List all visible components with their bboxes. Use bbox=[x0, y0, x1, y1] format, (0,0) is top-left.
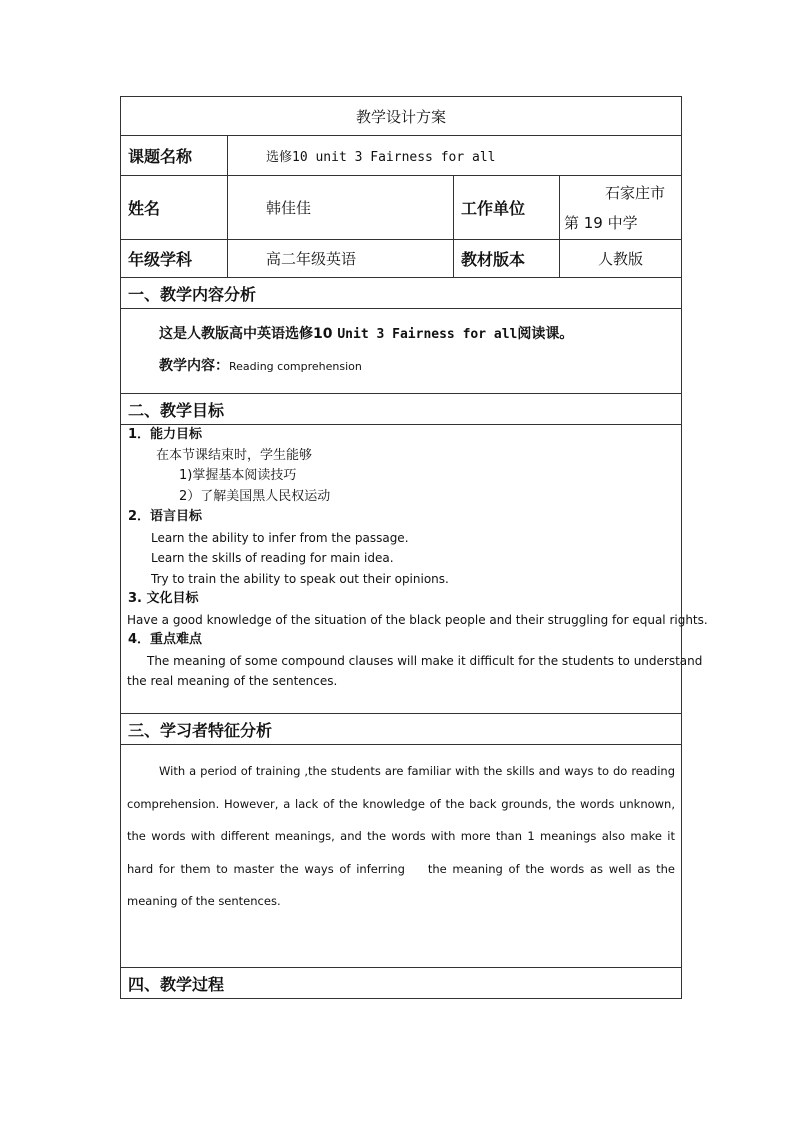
goal-1-intro: 在本节课结束时，学生能够 bbox=[156, 447, 313, 463]
work-unit-value bbox=[560, 176, 682, 240]
name-label: 姓名 bbox=[121, 176, 228, 240]
work-unit-line-1: 石家庄市 bbox=[605, 183, 666, 202]
goal-2-item-1: Learn the ability to infer from the passage. bbox=[151, 530, 409, 545]
work-unit-line-2: 第 19 中学 bbox=[564, 213, 638, 232]
goal-3-heading: 3. 文化目标 bbox=[128, 591, 199, 606]
document-title: 教学设计方案 bbox=[121, 97, 682, 136]
goal-2-item-2: Learn the skills of reading for main idea. bbox=[151, 551, 394, 565]
content-line bbox=[159, 355, 681, 375]
grade-subject-label: 年级学科 bbox=[121, 240, 228, 278]
section-1-heading: 一、教学内容分析 bbox=[121, 278, 682, 309]
summary-en: Unit 3 Fairness for all bbox=[337, 327, 518, 342]
content-label: 教学内容： bbox=[159, 358, 229, 374]
section-2-heading: 二、教学目标 bbox=[121, 394, 682, 425]
summary-cn: 这是人教版高中英语选修10 bbox=[159, 326, 333, 342]
textbook-edition-value: 人教版 bbox=[560, 240, 682, 278]
section-3-heading: 三、学习者特征分析 bbox=[121, 714, 682, 745]
section-2-body bbox=[121, 425, 708, 714]
course-name-label: 课题名称 bbox=[121, 136, 228, 176]
section-1-body bbox=[121, 309, 682, 394]
goal-1-item-1: 1)掌握基本阅读技巧 bbox=[179, 468, 297, 483]
goal-4-heading: 4．重点难点 bbox=[128, 632, 203, 647]
learner-analysis-text: With a period of training ,the students are familiar with the skills and ways to do reading comprehension. However, a lack of the knowledge of the back grounds, the words unknown, the words with different meanings, and the words with more than 1 meanings also make it hard for them to master the ways of inferring the meaning of the words as well as the meaning of the sentences. bbox=[127, 764, 679, 908]
content-value: Reading comprehension bbox=[229, 360, 362, 373]
content-summary-line bbox=[159, 323, 681, 343]
grade-subject-value: 高二年级英语 bbox=[228, 240, 454, 278]
goal-4-line-2: the real meaning of the sentences. bbox=[127, 674, 338, 688]
section-3-body bbox=[121, 745, 682, 968]
name-value: 韩佳佳 bbox=[228, 176, 454, 240]
work-unit-label: 工作单位 bbox=[454, 176, 560, 240]
goal-4-line-1: The meaning of some compound clauses will make it difficult for the students to understand bbox=[147, 653, 703, 668]
textbook-edition-label: 教材版本 bbox=[454, 240, 560, 278]
goal-1-heading: 1．能力目标 bbox=[128, 427, 203, 442]
goal-1-item-2: 2）了解美国黑人民权运动 bbox=[179, 488, 331, 504]
goal-3-text: Have a good knowledge of the situation of the black people and their struggling for equal rights. bbox=[127, 612, 708, 627]
lesson-plan-table bbox=[120, 96, 708, 999]
course-name-value: 选修10 unit 3 Fairness for all bbox=[228, 136, 682, 176]
goal-2-heading: 2．语言目标 bbox=[128, 509, 203, 524]
section-4-heading: 四、教学过程 bbox=[121, 968, 682, 999]
summary-end: 阅读课。 bbox=[517, 326, 574, 342]
goal-2-item-3: Try to train the ability to speak out their opinions. bbox=[151, 571, 449, 586]
